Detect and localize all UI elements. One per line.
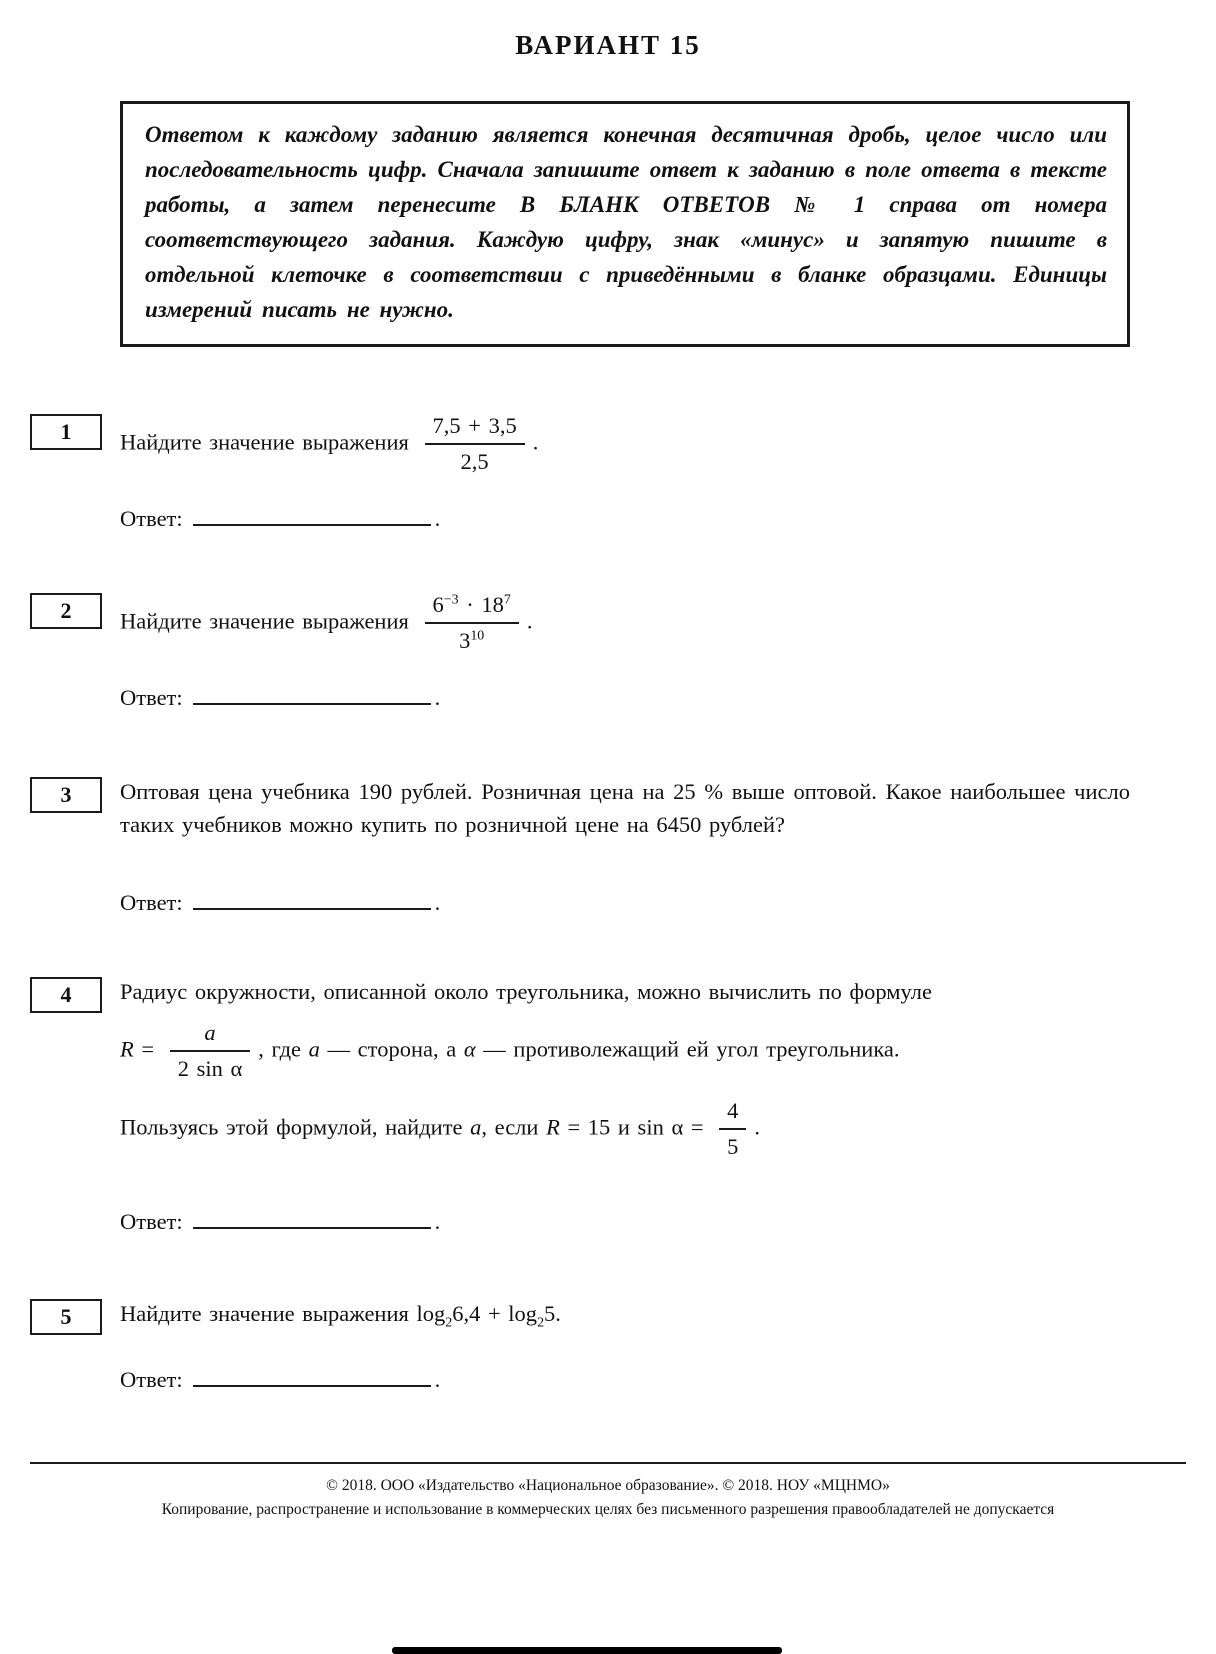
exponent: 7 [503,592,511,608]
copying-notice: Копирование, распространение и использование в коммерческих целях без письменного разрешения правообладателей не допускается [161,1501,1055,1519]
task-2-text [120,591,1130,655]
base: 6 [432,591,444,617]
page-title: ВАРИАНТ 15 [515,30,701,60]
text: Пользуясь этой формулой, найдите [120,1114,471,1140]
fraction-numerator [425,591,519,624]
var-alpha: α [463,1036,476,1061]
answer-period: . [434,1209,441,1235]
answer-line [120,681,1130,715]
fraction-denominator: 5 [727,1134,739,1160]
task-1 [0,412,1216,536]
task-2-period: . [526,608,533,633]
task-1-number: 1 [30,414,102,450]
answer-period: . [434,1366,441,1392]
exponent: 10 [470,628,485,644]
task-2-fraction [425,591,519,655]
log: log [416,1300,446,1326]
task-4-formula-line [120,1019,1130,1083]
fraction-denominator: 2 sin α [177,1055,243,1081]
text: , если [481,1114,547,1140]
answer-line [120,502,1130,536]
task-4-number: 4 [30,977,102,1013]
task-2 [0,591,1216,715]
exponent: −3 [443,592,459,608]
answer-period: . [434,890,441,916]
task-4-formula-fraction [170,1019,251,1083]
instruction-box [120,101,1130,347]
task-5-intro: Найдите значение выражения [120,1300,409,1326]
answer-label: Ответ: [120,505,183,531]
task-5-number: 5 [30,1299,102,1335]
base: · 18 [458,591,504,617]
task-4-sin-fraction [719,1097,746,1161]
text: , где [258,1036,309,1061]
task-3-number: 3 [30,777,102,813]
var-R: R [546,1114,560,1140]
task-4 [0,975,1216,1239]
task-3 [0,775,1216,920]
fraction-numerator: 4 [719,1097,746,1130]
instruction-text: Ответом к каждому заданию является конечная десятичная дробь, целое число или последовательность цифр. Сначала запишите ответ к заданию в поле ответа в тексте работы, а затем перенесите В БЛАНК ОТВЕТОВ № 1 справа от номера соответствующего задания. Каждую цифру, знак «минус» и запятую пишите в отдельной клеточке в соответствии с приведёнными в бланке образцами. Единицы измерений писать не нужно. [145,122,1107,322]
answer-label: Ответ: [120,1209,183,1235]
task-4-period: . [754,1114,761,1140]
answer-label: Ответ: [120,684,183,710]
fraction-numerator: 7,5 + 3,5 [425,412,525,445]
task-4-intro: Радиус окружности, описанной около треугольника, можно вычислить по формуле [120,978,933,1004]
task-3-text: Оптовая цена учебника 190 рублей. Розничная цена на 25 % выше оптовой. Какое наибольшее число таких учебников можно купить по розничной цене на 6450 рублей? [120,778,1130,838]
answer-period: . [434,505,441,531]
answer-blank [193,683,431,705]
answer-line [120,1363,1130,1397]
answer-line [120,886,1130,920]
task-1-fraction [425,412,525,476]
page-footer [30,1462,1186,1522]
copyright-line: © 2018. ООО «Издательство «Национальное образование». © 2018. НОУ «МЦНМО» [326,1477,890,1494]
answer-label: Ответ: [120,1366,183,1392]
log-argument: 5. [544,1300,561,1326]
task-5-text [120,1297,1130,1331]
fraction-denominator [425,624,519,655]
answer-label: Ответ: [120,890,183,916]
log-base: 2 [445,1315,453,1331]
task-5-expression [416,1300,561,1331]
page-edge-artifact [392,1647,782,1654]
task-4-question-line [120,1097,1130,1161]
task-1-period: . [532,429,539,454]
log-base: 2 [537,1315,545,1331]
answer-period: . [434,684,441,710]
text: = 15 и sin α = [559,1114,712,1140]
answer-blank [193,504,431,526]
var-a: a [470,1114,482,1140]
var-a: a [308,1036,320,1061]
answer-blank [193,888,431,910]
answer-blank [193,1207,431,1229]
text: — сторона, а [319,1036,464,1061]
answer-blank [193,1365,431,1387]
task-2-intro: Найдите значение выражения [120,608,409,633]
base: 3 [459,627,471,653]
text: — противолежащий ей угол треугольника. [475,1036,900,1061]
fraction-denominator: 2,5 [460,448,489,474]
task-1-intro: Найдите значение выражения [120,429,409,454]
fraction-numerator: a [170,1019,251,1052]
task-1-text [120,412,1130,476]
answer-line [120,1205,1130,1239]
log-argument: 6,4 + log [452,1300,538,1326]
task-5 [0,1297,1216,1397]
task-2-number: 2 [30,593,102,629]
var-R: R [120,1036,134,1061]
equals: = [133,1036,162,1061]
